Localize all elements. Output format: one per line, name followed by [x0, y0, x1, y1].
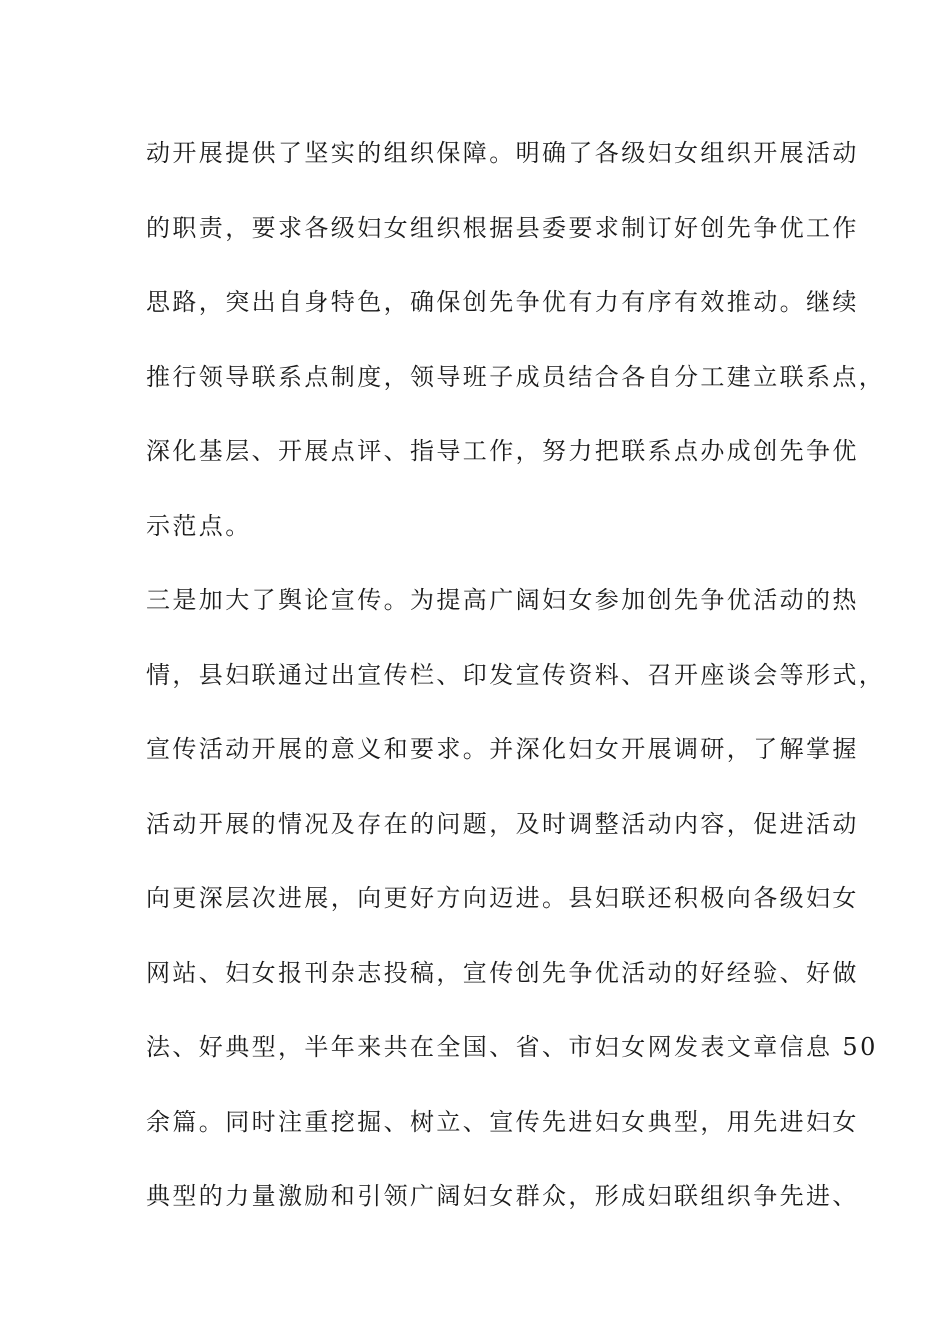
text-line: 三是加大了舆论宣传。为提高广阔妇女参加创先争优活动的热: [146, 586, 859, 614]
body-text: [146, 128, 886, 1246]
text-line: 典型的力量激励和引领广阔妇女群众，形成妇联组织争先进、: [146, 1182, 859, 1210]
text-line: 推行领导联系点制度，领导班子成员结合各自分工建立联系点，: [146, 362, 886, 391]
text-line: 向更深层次进展，向更好方向迈进。县妇联还积极向各级妇女: [146, 884, 859, 912]
text-line: 法、好典型，半年来共在全国、省、市妇女网发表文章信息 50: [146, 1033, 878, 1061]
text-line: 思路，突出自身特色，确保创先争优有力有序有效推动。继续: [146, 288, 859, 316]
text-line: 余篇。同时注重挖掘、树立、宣传先进妇女典型，用先进妇女: [146, 1107, 859, 1136]
text-line: 网站、妇女报刊杂志投稿，宣传创先争优活动的好经验、好做: [146, 958, 859, 987]
text-line: 情，县妇联通过出宣传栏、印发宣传资料、召开座谈会等形式，: [146, 660, 886, 689]
text-line: 动开展提供了坚实的组织保障。明确了各级妇女组织开展活动: [146, 139, 859, 167]
text-line: 的职责，要求各级妇女组织根据县委要求制订好创先争优工作: [146, 213, 859, 242]
text-line: 宣传活动开展的意义和要求。并深化妇女开展调研，了解掌握: [146, 735, 859, 763]
text-line: 活动开展的情况及存在的问题，及时调整活动内容，促进活动: [146, 809, 859, 838]
text-line: 示范点。: [146, 511, 252, 540]
text-line: 深化基层、开展点评、指导工作，努力把联系点办成创先争优: [146, 437, 859, 465]
